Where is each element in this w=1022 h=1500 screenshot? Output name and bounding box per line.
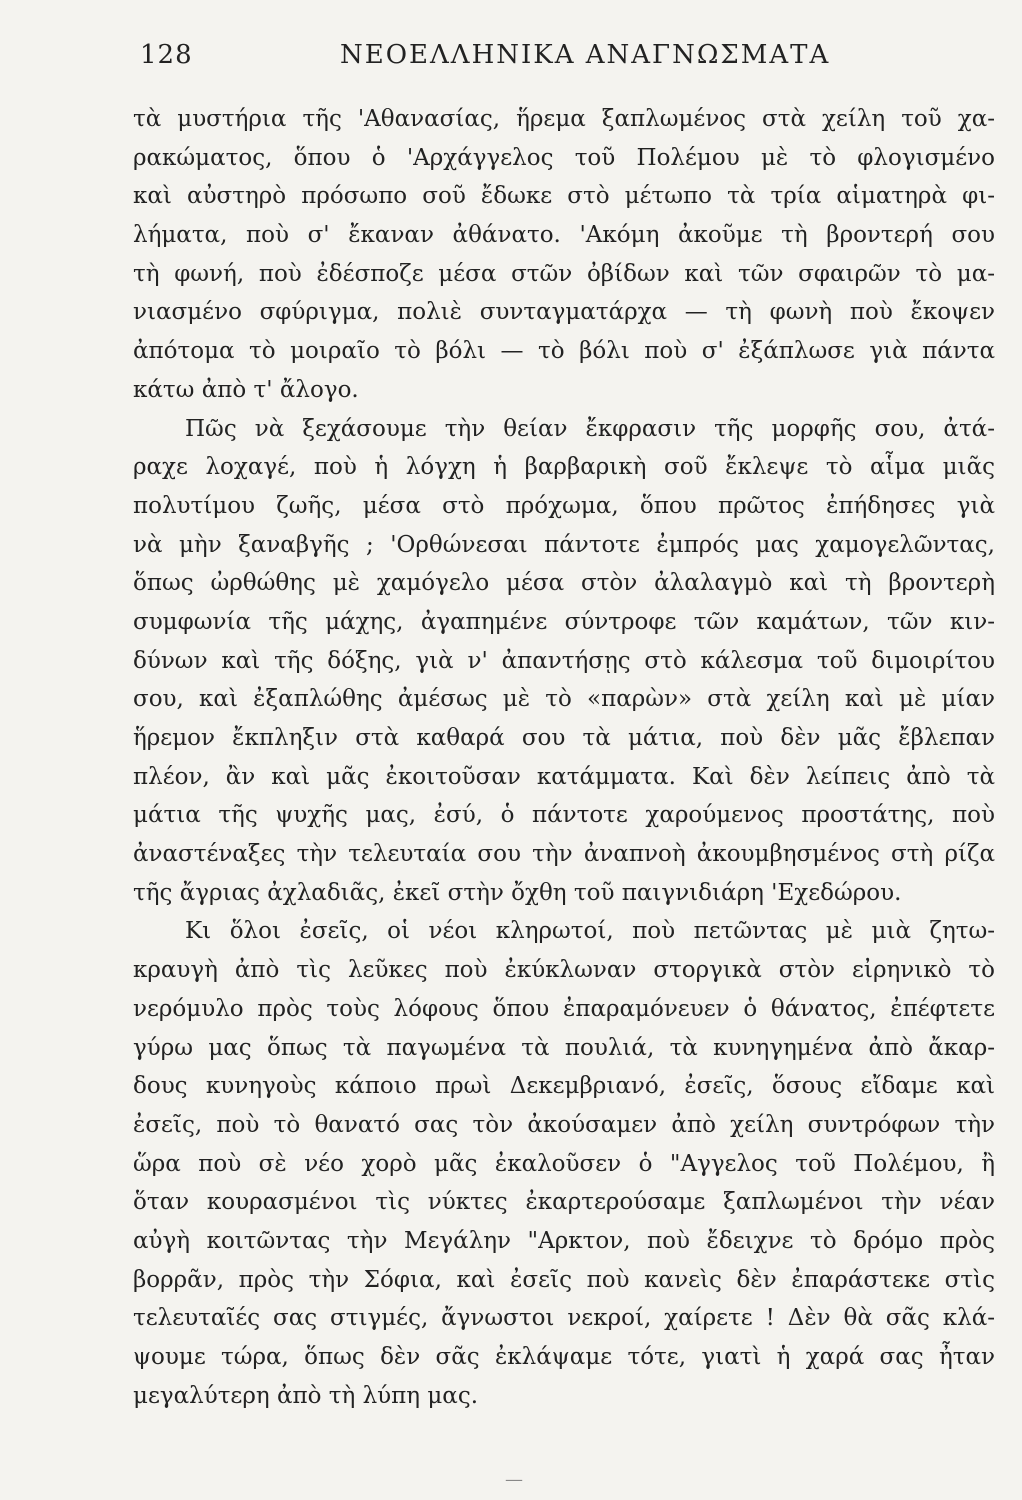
page-footer-mark: —: [505, 1469, 523, 1490]
paragraph: [133, 100, 995, 410]
text-line: βορρᾶν, πρὸς τὴν Σόφια, καὶ ἐσεῖς ποὺ κανεὶς δὲν ἐπαράστεκε στὶς: [133, 1266, 995, 1293]
text-line: συμφωνία τῆς μάχης, ἀγαπημένε σύντροφε τῶν καμάτων, τῶν κιν-: [133, 608, 995, 635]
page-header: [140, 40, 952, 80]
paragraph: [133, 912, 995, 1415]
running-title: ΝΕΟΕΛΛΗΝΙΚΑ ΑΝΑΓΝΩΣΜΑΤΑ: [340, 40, 831, 70]
page-number: 128: [140, 40, 193, 70]
text-line: δύνων καὶ τῆς δόξης, γιὰ ν' ἀπαντήσῃς στὸ κάλεσμα τοῦ διμοιρίτου: [133, 647, 995, 674]
text-line: αὐγὴ κοιτῶντας τὴν Μεγάλην "Αρκτον, ποὺ ἔδειχνε τὸ δρόμο πρὸς: [133, 1227, 995, 1254]
text-line: μεγαλύτερη ἀπὸ τὴ λύπη μας.: [133, 1382, 479, 1409]
text-line: ραχε λοχαγέ, ποὺ ἡ λόγχη ἡ βαρβαρικὴ σοῦ ἔκλεψε τὸ αἷμα μιᾶς: [133, 454, 995, 481]
text-line: ρακώματος, ὅπου ὁ 'Αρχάγγελος τοῦ Πολέμου μὲ τὸ φλογισμένο: [133, 144, 995, 171]
text-line: ὅπως ὠρθώθης μὲ χαμόγελο μέσα στὸν ἀλαλαγμὸ καὶ τὴ βροντερὴ: [133, 570, 995, 597]
text-line: νερόμυλο πρὸς τοὺς λόφους ὅπου ἐπαραμόνευεν ὁ θάνατος, ἐπέφτετε: [133, 995, 995, 1022]
text-line: ὥρα ποὺ σὲ νέο χορὸ μᾶς ἐκαλοῦσεν ὁ "Αγγελος τοῦ Πολέμου, ἢ: [133, 1150, 995, 1177]
text-line: κάτω ἀπὸ τ' ἄλογο.: [133, 376, 359, 403]
text-line: τὰ μυστήρια τῆς 'Αθανασίας, ἥρεμα ξαπλωμένος στὰ χείλη τοῦ χα-: [133, 106, 995, 132]
text-line: νιασμένο σφύριγμα, πολιὲ συνταγματάρχα — τὴ φωνὴ ποὺ ἔκοψεν: [133, 299, 995, 326]
text-line: ψουμε τώρα, ὅπως δὲν σᾶς ἐκλάψαμε τότε, γιατὶ ἡ χαρά σας ἦταν: [133, 1344, 995, 1370]
text-line: κραυγὴ ἀπὸ τὶς λεῦκες ποὺ ἐκύκλωναν στοργικὰ στὸν εἰρηνικὸ τὸ: [133, 957, 995, 984]
text-line: μάτια τῆς ψυχῆς μας, ἐσύ, ὁ πάντοτε χαρούμενος προστάτης, ποὺ: [133, 802, 995, 829]
text-line: πολυτίμου ζωῆς, μέσα στὸ πρόχωμα, ὅπου πρῶτος ἐπήδησες γιὰ: [133, 492, 995, 519]
text-line: τελευταῖές σας στιγμές, ἄγνωστοι νεκροί, χαίρετε ! Δὲν θὰ σᾶς κλά-: [133, 1305, 995, 1332]
paragraph: [133, 410, 995, 913]
text-line: γύρω μας ὅπως τὰ παγωμένα τὰ πουλιά, τὰ κυνηγημένα ἀπὸ ἄκαρ-: [133, 1034, 995, 1061]
text-line: ἀναστέναξες τὴν τελευταία σου τὴν ἀναπνοὴ ἀκουμβησμένος στὴ ρίζα: [133, 841, 995, 868]
text-line: πλέον, ἂν καὶ μᾶς ἐκοιτοῦσαν κατάμματα. Καὶ δὲν λείπεις ἀπὸ τὰ: [133, 763, 995, 790]
text-line: τὴ φωνή, ποὺ ἐδέσποζε μέσα στῶν ὀβίδων καὶ τῶν σφαιρῶν τὸ μα-: [133, 260, 995, 287]
text-line: λήματα, ποὺ σ' ἔκαναν ἀθάνατο. 'Ακόμη ἀκοῦμε τὴ βροντερή σου: [133, 222, 995, 249]
text-line: νὰ μὴν ξαναβγῆς ; 'Ορθώνεσαι πάντοτε ἐμπρός μας χαμογελῶντας,: [133, 531, 995, 558]
text-line: Πῶς νὰ ξεχάσουμε τὴν θείαν ἔκφρασιν τῆς μορφῆς σου, ἀτά-: [185, 415, 995, 442]
text-line: καὶ αὐστηρὸ πρόσωπο σοῦ ἔδωκε στὸ μέτωπο τὰ τρία αἱματηρὰ φι-: [133, 183, 995, 210]
text-line: ἀπότομα τὸ μοιραῖο τὸ βόλι — τὸ βόλι ποὺ σ' ἐξάπλωσε γιὰ πάντα: [133, 338, 995, 365]
text-line: Κι ὅλοι ἐσεῖς, οἱ νέοι κληρωτοί, ποὺ πετῶντας μὲ μιὰ ζητω-: [185, 918, 995, 945]
text-line: ἥρεμον ἔκπληξιν στὰ καθαρά σου τὰ μάτια, ποὺ δὲν μᾶς ἔβλεπαν: [133, 725, 995, 751]
page-body-text: [133, 100, 995, 1415]
text-line: ὅταν κουρασμένοι τὶς νύκτες ἐκαρτερούσαμε ξαπλωμένοι τὴν νέαν: [133, 1189, 995, 1216]
text-line: δους κυνηγοὺς κάποιο πρωὶ Δεκεμβριανό, ἐσεῖς, ὅσους εἴδαμε καὶ: [133, 1073, 995, 1100]
text-line: σου, καὶ ἐξαπλώθης ἀμέσως μὲ τὸ «παρὼν» στὰ χείλη καὶ μὲ μίαν: [133, 686, 995, 713]
text-line: τῆς ἄγριας ἀχλαδιᾶς, ἐκεῖ στὴν ὄχθη τοῦ παιγνιδιάρη 'Εχεδώρου.: [133, 879, 902, 906]
text-line: ἐσεῖς, ποὺ τὸ θανατό σας τὸν ἀκούσαμεν ἀπὸ χείλη συντρόφων τὴν: [133, 1111, 995, 1138]
